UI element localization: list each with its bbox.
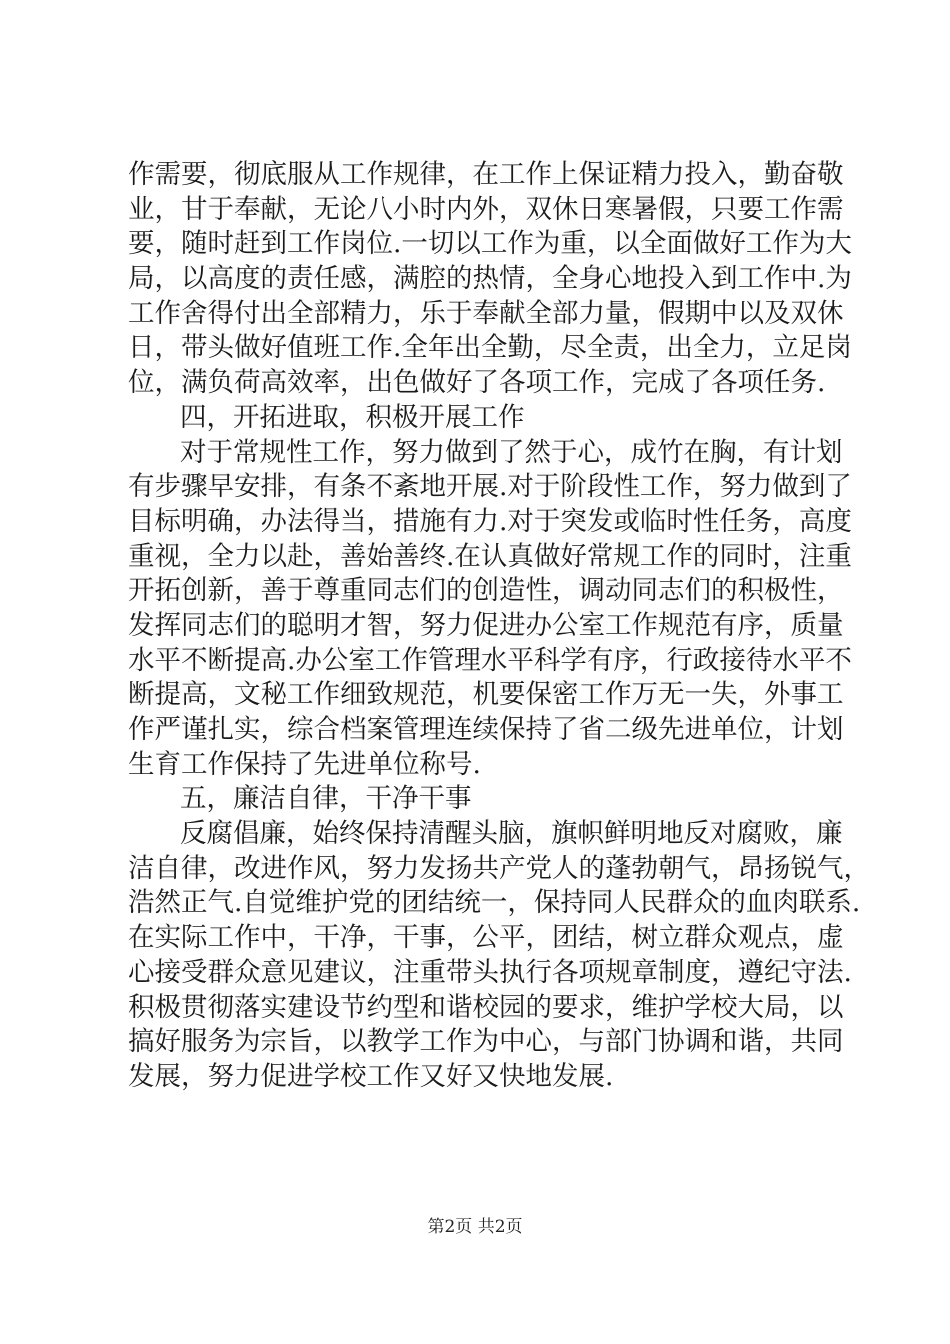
paragraph-line: 作需要，彻底服从工作规律，在工作上保证精力投入，勤奋敬 [128, 159, 844, 190]
page-number-footer: 第2页 共2页 [427, 1217, 523, 1237]
section-heading: 五，廉洁自律，干净干事 [180, 783, 472, 815]
paragraph-line: 断提高，文秘工作细致规范，机要保密工作万无一失，外事工 [128, 679, 844, 711]
paragraph-line: 积极贯彻落实建设节约型和谐校园的要求，维护学校大局，以 [128, 991, 844, 1023]
paragraph-line: 开拓创新，善于尊重同志们的创造性，调动同志们的积极性， [128, 575, 844, 607]
paragraph-line: 业，甘于奉献，无论八小时内外，双休日寒暑假，只要工作需 [128, 193, 844, 225]
paragraph-line: 洁自律，改进作风，努力发扬共产党人的蓬勃朝气，昂扬锐气， [128, 852, 870, 884]
paragraph-line: 心接受群众意见建议，注重带头执行各项规章制度，遵纪守法. [128, 956, 852, 988]
document-body [128, 158, 870, 1095]
paragraph-line: 要，随时赶到工作岗位.一切以工作为重，以全面做好工作为大 [128, 228, 852, 260]
paragraph-line: 目标明确，办法得当，措施有力.对于突发或临时性任务，高度 [128, 505, 852, 537]
paragraph-line: 生育工作保持了先进单位称号. [128, 748, 481, 780]
paragraph-line: 日，带头做好值班工作.全年出全勤，尽全责，出全力，立足岗 [128, 332, 852, 364]
paragraph-line: 搞好服务为宗旨，以教学工作为中心，与部门协调和谐，共同 [128, 1026, 844, 1058]
paragraph-line: 有步骤早安排，有条不紊地开展.对于阶段性工作，努力做到了 [128, 471, 852, 503]
paragraph-line: 工作舍得付出全部精力，乐于奉献全部力量，假期中以及双休 [128, 297, 844, 329]
section-heading: 四，开拓进取，积极开展工作 [180, 401, 525, 433]
paragraph-line: 在实际工作中，干净，干事，公平，团结，树立群众观点，虚 [128, 922, 844, 954]
paragraph-line: 对于常规性工作，努力做到了然于心，成竹在胸，有计划 [180, 436, 843, 468]
paragraph-line: 浩然正气.自觉维护党的团结统一，保持同人民群众的血肉联系. [128, 887, 861, 919]
paragraph-line: 水平不断提高.办公室工作管理水平科学有序，行政接待水平不 [128, 644, 852, 676]
paragraph-line: 发展，努力促进学校工作又好又快地发展. [128, 1060, 614, 1092]
paragraph-line: 作严谨扎实，综合档案管理连续保持了省二级先进单位，计划 [128, 714, 844, 745]
paragraph-line: 位，满负荷高效率，出色做好了各项工作，完成了各项任务. [128, 367, 826, 399]
paragraph-line: 局，以高度的责任感，满腔的热情，全身心地投入到工作中.为 [128, 263, 852, 295]
paragraph-line: 重视，全力以赴，善始善终.在认真做好常规工作的同时，注重 [128, 540, 852, 572]
paragraph-line: 反腐倡廉，始终保持清醒头脑，旗帜鲜明地反对腐败，廉 [180, 818, 843, 850]
paragraph-line: 发挥同志们的聪明才智，努力促进办公室工作规范有序，质量 [128, 609, 844, 641]
